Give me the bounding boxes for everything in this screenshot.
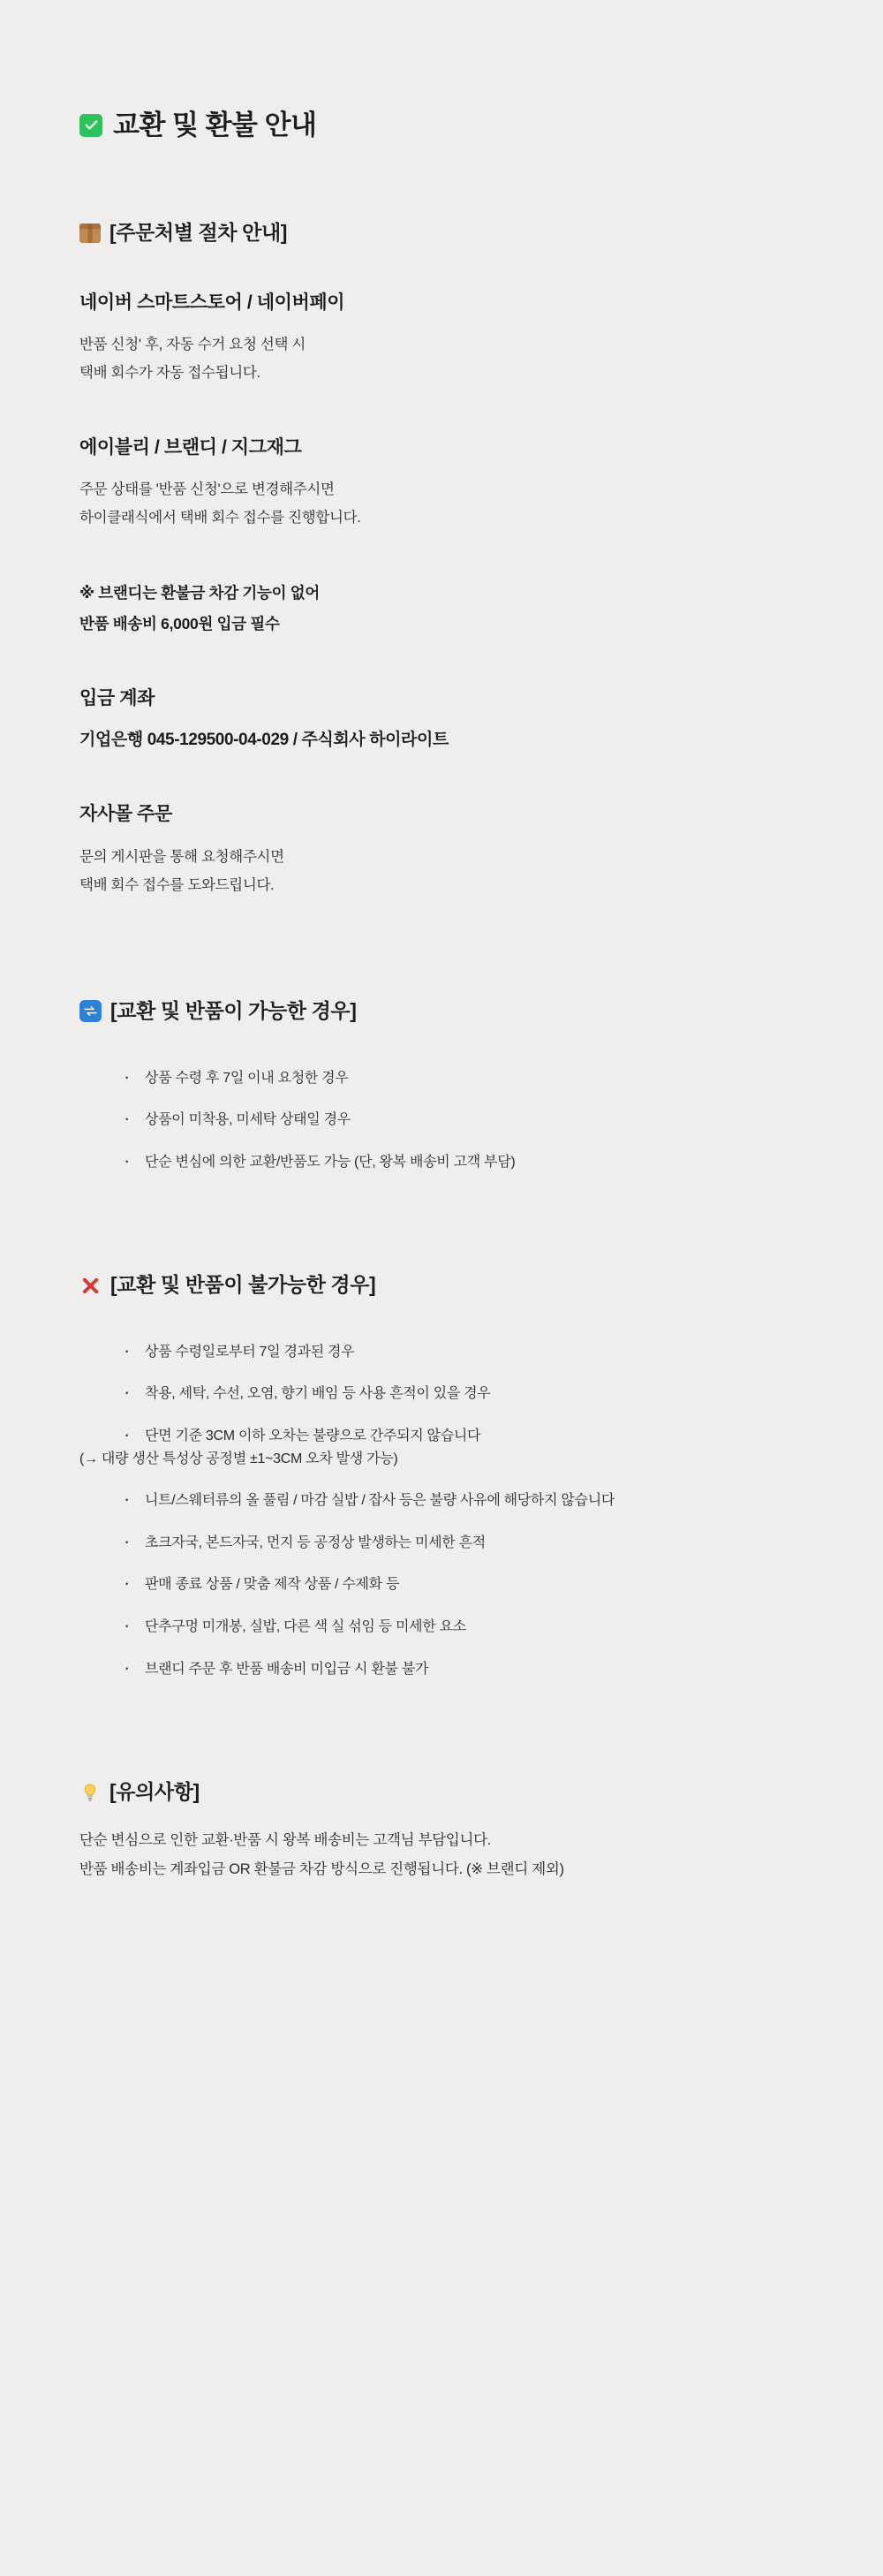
- channel-line: 문의 게시판을 통해 요청해주시면: [79, 848, 284, 865]
- tolerance-note: (→ 대량 생산 특성상 공정별 ±1~3CM 오차 발생 가능): [79, 1451, 398, 1466]
- channel-line: 하이클래식에서 택배 회수 접수를 진행합니다.: [79, 510, 361, 527]
- list-item: · 상품이 미착용, 미세탁 상태일 경우: [122, 1109, 804, 1132]
- available-heading: [79, 996, 804, 1026]
- available-list: [79, 1067, 804, 1174]
- list-item: · 단추구멍 미개봉, 실밥, 다른 색 실 섞임 등 미세한 요소: [122, 1616, 804, 1639]
- section-order-channels: [79, 218, 804, 899]
- unavailable-heading: [79, 1270, 804, 1299]
- available-heading-text: [교환 및 반품이 가능한 경우]: [110, 999, 357, 1023]
- order-channels-heading-text: [주문처별 절차 안내]: [109, 221, 288, 245]
- order-channels-heading: [79, 218, 804, 247]
- list-item: · 착용, 세탁, 수선, 오염, 향기 배임 등 사용 흔적이 있을 경우: [122, 1383, 804, 1405]
- channel-name: 에이블리 / 브랜디 / 지그재그: [79, 436, 302, 458]
- cross-mark-icon: [79, 1275, 102, 1297]
- deposit-account: [79, 685, 804, 755]
- notice-line: 단순 변심으로 인한 교환·반품 시 왕복 배송비는 고객님 부담입니다.: [79, 1832, 492, 1849]
- section-exchange-available: [79, 996, 804, 1173]
- list-item: · 상품 수령일로부터 7일 경과된 경우: [122, 1341, 804, 1364]
- unavailable-heading-text: [교환 및 반품이 불가능한 경우]: [110, 1273, 376, 1297]
- channel-name: 네이버 스마트스토어 / 네이버페이: [79, 292, 345, 313]
- notice-heading-text: [유의사항]: [109, 1780, 200, 1804]
- page-title-text: 교환 및 환불 안내: [113, 110, 317, 140]
- channel-line: 택배 회수 접수를 도와드립니다.: [79, 877, 275, 894]
- channel-group-own-mall: [79, 800, 804, 899]
- deposit-account-label: 입금 계좌: [79, 687, 155, 708]
- unavailable-list-bottom: [79, 1489, 804, 1680]
- page-title: [79, 106, 804, 144]
- notice-heading: [79, 1777, 804, 1807]
- channel-name: 자사몰 주문: [79, 804, 172, 825]
- brandi-notice-line-1: ※ 브랜디는 환불금 차감 기능이 없어: [79, 584, 320, 602]
- deposit-account-value: 기업은행 045-129500-04-029 / 주식회사 하이라이트: [79, 731, 449, 750]
- channel-line: 택배 회수가 자동 접수됩니다.: [79, 365, 260, 382]
- list-item: · 단면 기준 3CM 이하 오차는 불량으로 간주되지 않습니다: [122, 1425, 804, 1448]
- brandi-notice: [79, 578, 804, 638]
- section-exchange-unavailable: [79, 1270, 804, 1680]
- light-bulb-icon: [79, 1781, 101, 1804]
- section-notice: [79, 1777, 804, 1884]
- list-item: · 초크자국, 본드자국, 먼지 등 공정상 발생하는 미세한 흔적: [122, 1532, 804, 1555]
- channel-group-naver: [79, 289, 804, 388]
- list-item: · 판매 종료 상품 / 맞춤 제작 상품 / 수제화 등: [122, 1573, 804, 1596]
- channel-group-ably: [79, 434, 804, 533]
- channel-line: 주문 상태를 '반품 신청'으로 변경해주시면: [79, 481, 335, 498]
- brandi-notice-line-2: 반품 배송비 6,000원 입금 필수: [79, 614, 280, 633]
- list-item: · 상품 수령 후 7일 이내 요청한 경우: [122, 1067, 804, 1090]
- package-icon: [79, 224, 101, 243]
- list-item: · 단순 변심에 의한 교환/반품도 가능 (단, 왕복 배송비 고객 부담): [122, 1151, 804, 1174]
- channel-line: 반품 신청' 후, 자동 수거 요청 선택 시: [79, 337, 306, 353]
- notice-lines: [79, 1826, 804, 1884]
- exchange-icon: [79, 1000, 102, 1022]
- list-item: · 니트/스웨터류의 올 풀림 / 마감 실밥 / 잡사 등은 불량 사유에 해당하지 않습니다: [122, 1489, 804, 1512]
- list-item: · 브랜디 주문 후 반품 배송비 미입금 시 환불 불가: [122, 1658, 804, 1681]
- notice-line: 반품 배송비는 계좌입금 OR 환불금 차감 방식으로 진행됩니다. (※ 브랜디 제외): [79, 1861, 564, 1878]
- unavailable-list-top: [79, 1341, 804, 1448]
- white-check-mark-icon: [79, 114, 102, 137]
